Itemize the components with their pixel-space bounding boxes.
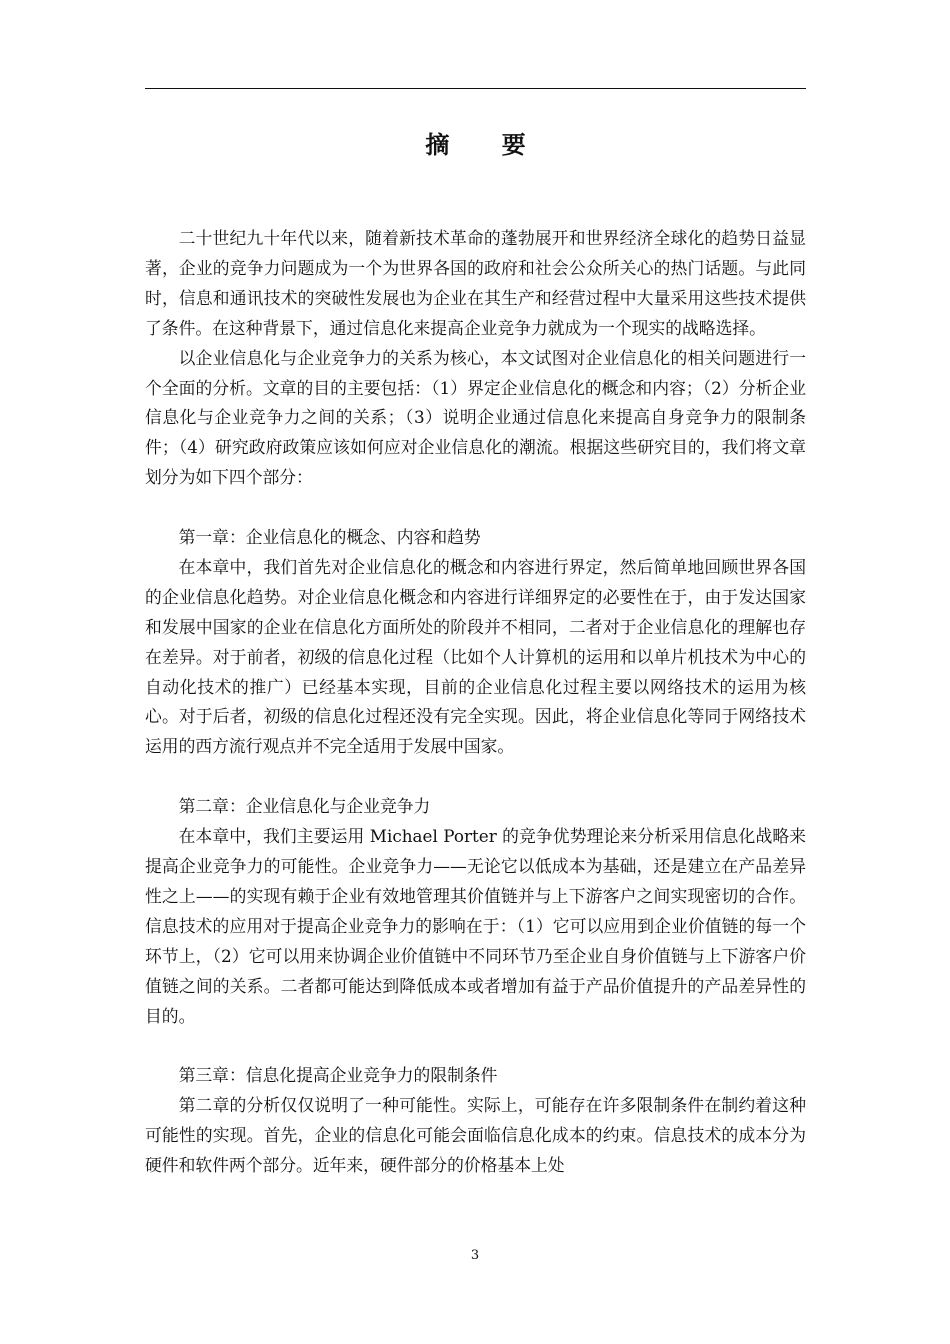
chapter-2-heading: 第二章：企业信息化与企业竞争力 [178, 796, 431, 817]
chapter-1-paragraph: 在本章中，我们首先对企业信息化的概念和内容进行界定，然后简单地回顾世界各国的企业信息化趋势。对企业信息化概念和内容进行详细界定的必要性在于，由于发达国家和发展中国家的企业在信息化方面所处的阶段并不相同，二者对于企业信息化的理解也存在差异。对于前者，初级的信息化过程（比如个人计算机的运用和以单片机技术为中心的自动化技术的推广）已经基本实现，目前的企业信息化过程主要以网络技术的运用为核心。对于后者，初级的信息化过程还没有完全实现。因此，将企业信息化等同于网络技术运用的西方流行观点并不完全适用于发展中国家。 [145, 556, 806, 757]
intro-paragraph-1: 二十世纪九十年代以来，随着新技术革命的蓬勃展开和世界经济全球化的趋势日益显著，企业的竞争力问题成为一个为世界各国的政府和社会公众所关心的热门话题。与此同时，信息和通讯技术的突破性发展也为企业在其生产和经营过程中大量采用这些技术提供了条件。在这种背景下，通过信息化来提高企业竞争力就成为一个现实的战略选择。 [145, 228, 806, 338]
header-rule [145, 88, 806, 89]
abstract-body [145, 224, 806, 1181]
page-number: 3 [470, 1248, 480, 1263]
chapter-1-heading: 第一章：企业信息化的概念、内容和趋势 [178, 527, 481, 548]
chapter-2-paragraph: 在本章中，我们主要运用 Michael Porter 的竞争优势理论来分析采用信息化战略来提高企业竞争力的可能性。企业竞争力——无论它以低成本为基础，还是建立在产品差异性之上——的实现有赖于企业有效地管理其价值链并与上下游客户之间实现密切的合作。信息技术的应用对于提高企业竞争力的影响在于：（1）它可以应用到企业价值链的每一个环节上，（2）它可以用来协调企业价值链中不同环节乃至企业自身价值链与上下游客户价值链之间的关系。二者都可能达到降低成本或者增加有益于产品价值提升的产品差异性的目的。 [145, 826, 806, 1026]
intro-paragraph-2: 以企业信息化与企业竞争力的关系为核心，本文试图对企业信息化的相关问题进行一个全面的分析。文章的目的主要包括：（1）界定企业信息化的概念和内容；（2）分析企业信息化与企业竞争力之间的关系；（3）说明企业通过信息化来提高自身竞争力的限制条件；（4）研究政府政策应该如何应对企业信息化的潮流。根据这些研究目的，我们将文章划分为如下四个部分： [145, 347, 806, 488]
abstract-title: 摘 要 [425, 130, 548, 159]
chapter-3-heading: 第三章：信息化提高企业竞争力的限制条件 [178, 1065, 498, 1086]
chapter-3-paragraph: 第二章的分析仅仅说明了一种可能性。实际上，可能存在许多限制条件在制约着这种可能性的实现。首先，企业的信息化可能会面临信息化成本的约束。信息技术的成本分为硬件和软件两个部分。近年来，硬件部分的价格基本上处 [145, 1095, 806, 1176]
